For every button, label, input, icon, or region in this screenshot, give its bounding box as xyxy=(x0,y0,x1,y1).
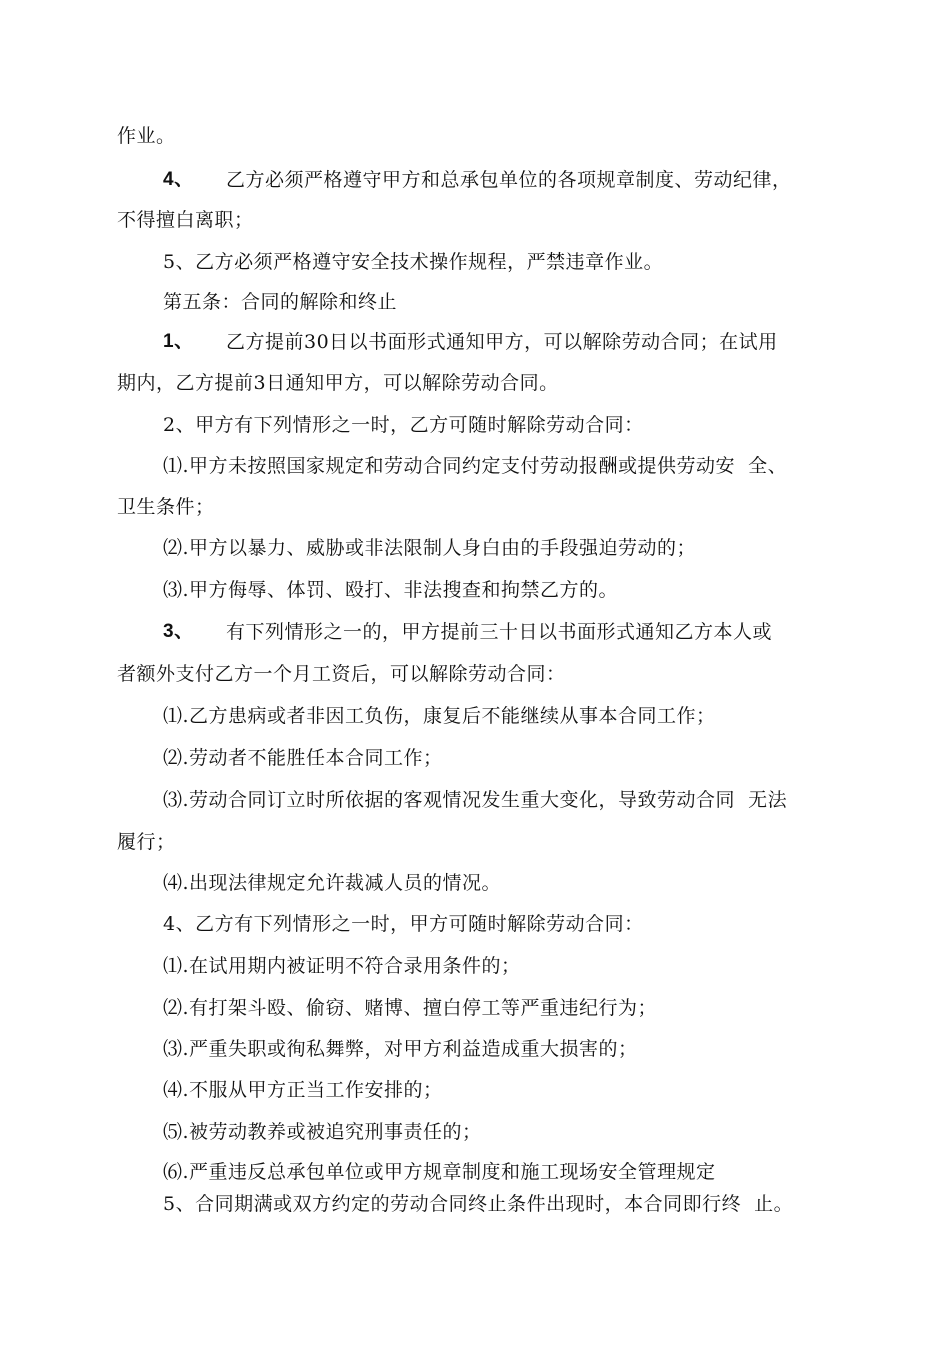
text-line: 乙方必须严格遵守甲方和总承包单位的各项规章制度、劳动纪律， xyxy=(226,169,792,191)
text-line: 不得擅白离职； xyxy=(117,209,254,231)
clause-number: 1、 xyxy=(163,331,194,352)
text-line: 乙方提前30日以书面形式通知甲方，可以解除劳动合同；在试用 xyxy=(226,331,778,353)
clause-number: 3、 xyxy=(163,621,194,642)
section-heading: 第五条：合同的解除和终止 xyxy=(163,291,398,313)
text-line: 有下列情形之一的，甲方提前三十日以书面形式通知乙方本人或 xyxy=(226,621,773,643)
text-line: 2、甲方有下列情形之一时，乙方可随时解除劳动合同： xyxy=(163,414,644,436)
text-line: ⑷.出现法律规定允许裁减人员的情况。 xyxy=(163,872,502,894)
text-line: ⑵.有打架斗殴、偷窃、赌博、擅白停工等严重违纪行为； xyxy=(163,997,658,1019)
text-line: ⑶.甲方侮辱、体罚、殴打、非法搜查和拘禁乙方的。 xyxy=(163,579,619,601)
text-line: ⑸.被劳动教养或被追究刑事责任的； xyxy=(163,1121,482,1143)
text-line: ⑵.劳动者不能胜任本合同工作； xyxy=(163,747,443,769)
text-line: ⑴.甲方未按照国家规定和劳动合同约定支付劳动报酬或提供劳动安 全、 xyxy=(163,455,788,477)
text-line: 者额外支付乙方一个月工资后，可以解除劳动合同： xyxy=(117,663,566,685)
text-line: ⑶.严重失职或徇私舞弊，对甲方利益造成重大损害的； xyxy=(163,1038,638,1060)
text-line: ⑷.不服从甲方正当工作安排的； xyxy=(163,1079,443,1101)
text-line: 卫生条件； xyxy=(117,496,215,518)
text-line: ⑴.乙方患病或者非因工负伤，康复后不能继续从事本合同工作； xyxy=(163,705,716,727)
text-line: 4、乙方有下列情形之一时，甲方可随时解除劳动合同： xyxy=(163,913,644,935)
text-line: ⑵.甲方以暴力、威胁或非法限制人身白由的手段强迫劳动的； xyxy=(163,537,697,559)
text-line: ⑶.劳动合同订立时所依据的客观情况发生重大变化，导致劳动合同 无法 xyxy=(163,789,788,811)
text-line: 5、乙方必须严格遵守安全技术操作规程，严禁违章作业。 xyxy=(163,251,664,273)
text-line: 期内，乙方提前3日通知甲方，可以解除劳动合同。 xyxy=(117,372,559,394)
text-line: 5、合同期满或双方约定的劳动合同终止条件出现时，本合同即行终 止。 xyxy=(163,1193,794,1215)
text-line: ⑴.在试用期内被证明不符合录用条件的； xyxy=(163,955,521,977)
text-line: ⑹.严重违反总承包单位或甲方规章制度和施工现场安全管理规定 xyxy=(163,1161,716,1183)
clause-number: 4、 xyxy=(163,169,194,190)
text-line: 履行； xyxy=(117,831,176,853)
text-line: 作业。 xyxy=(117,125,176,147)
